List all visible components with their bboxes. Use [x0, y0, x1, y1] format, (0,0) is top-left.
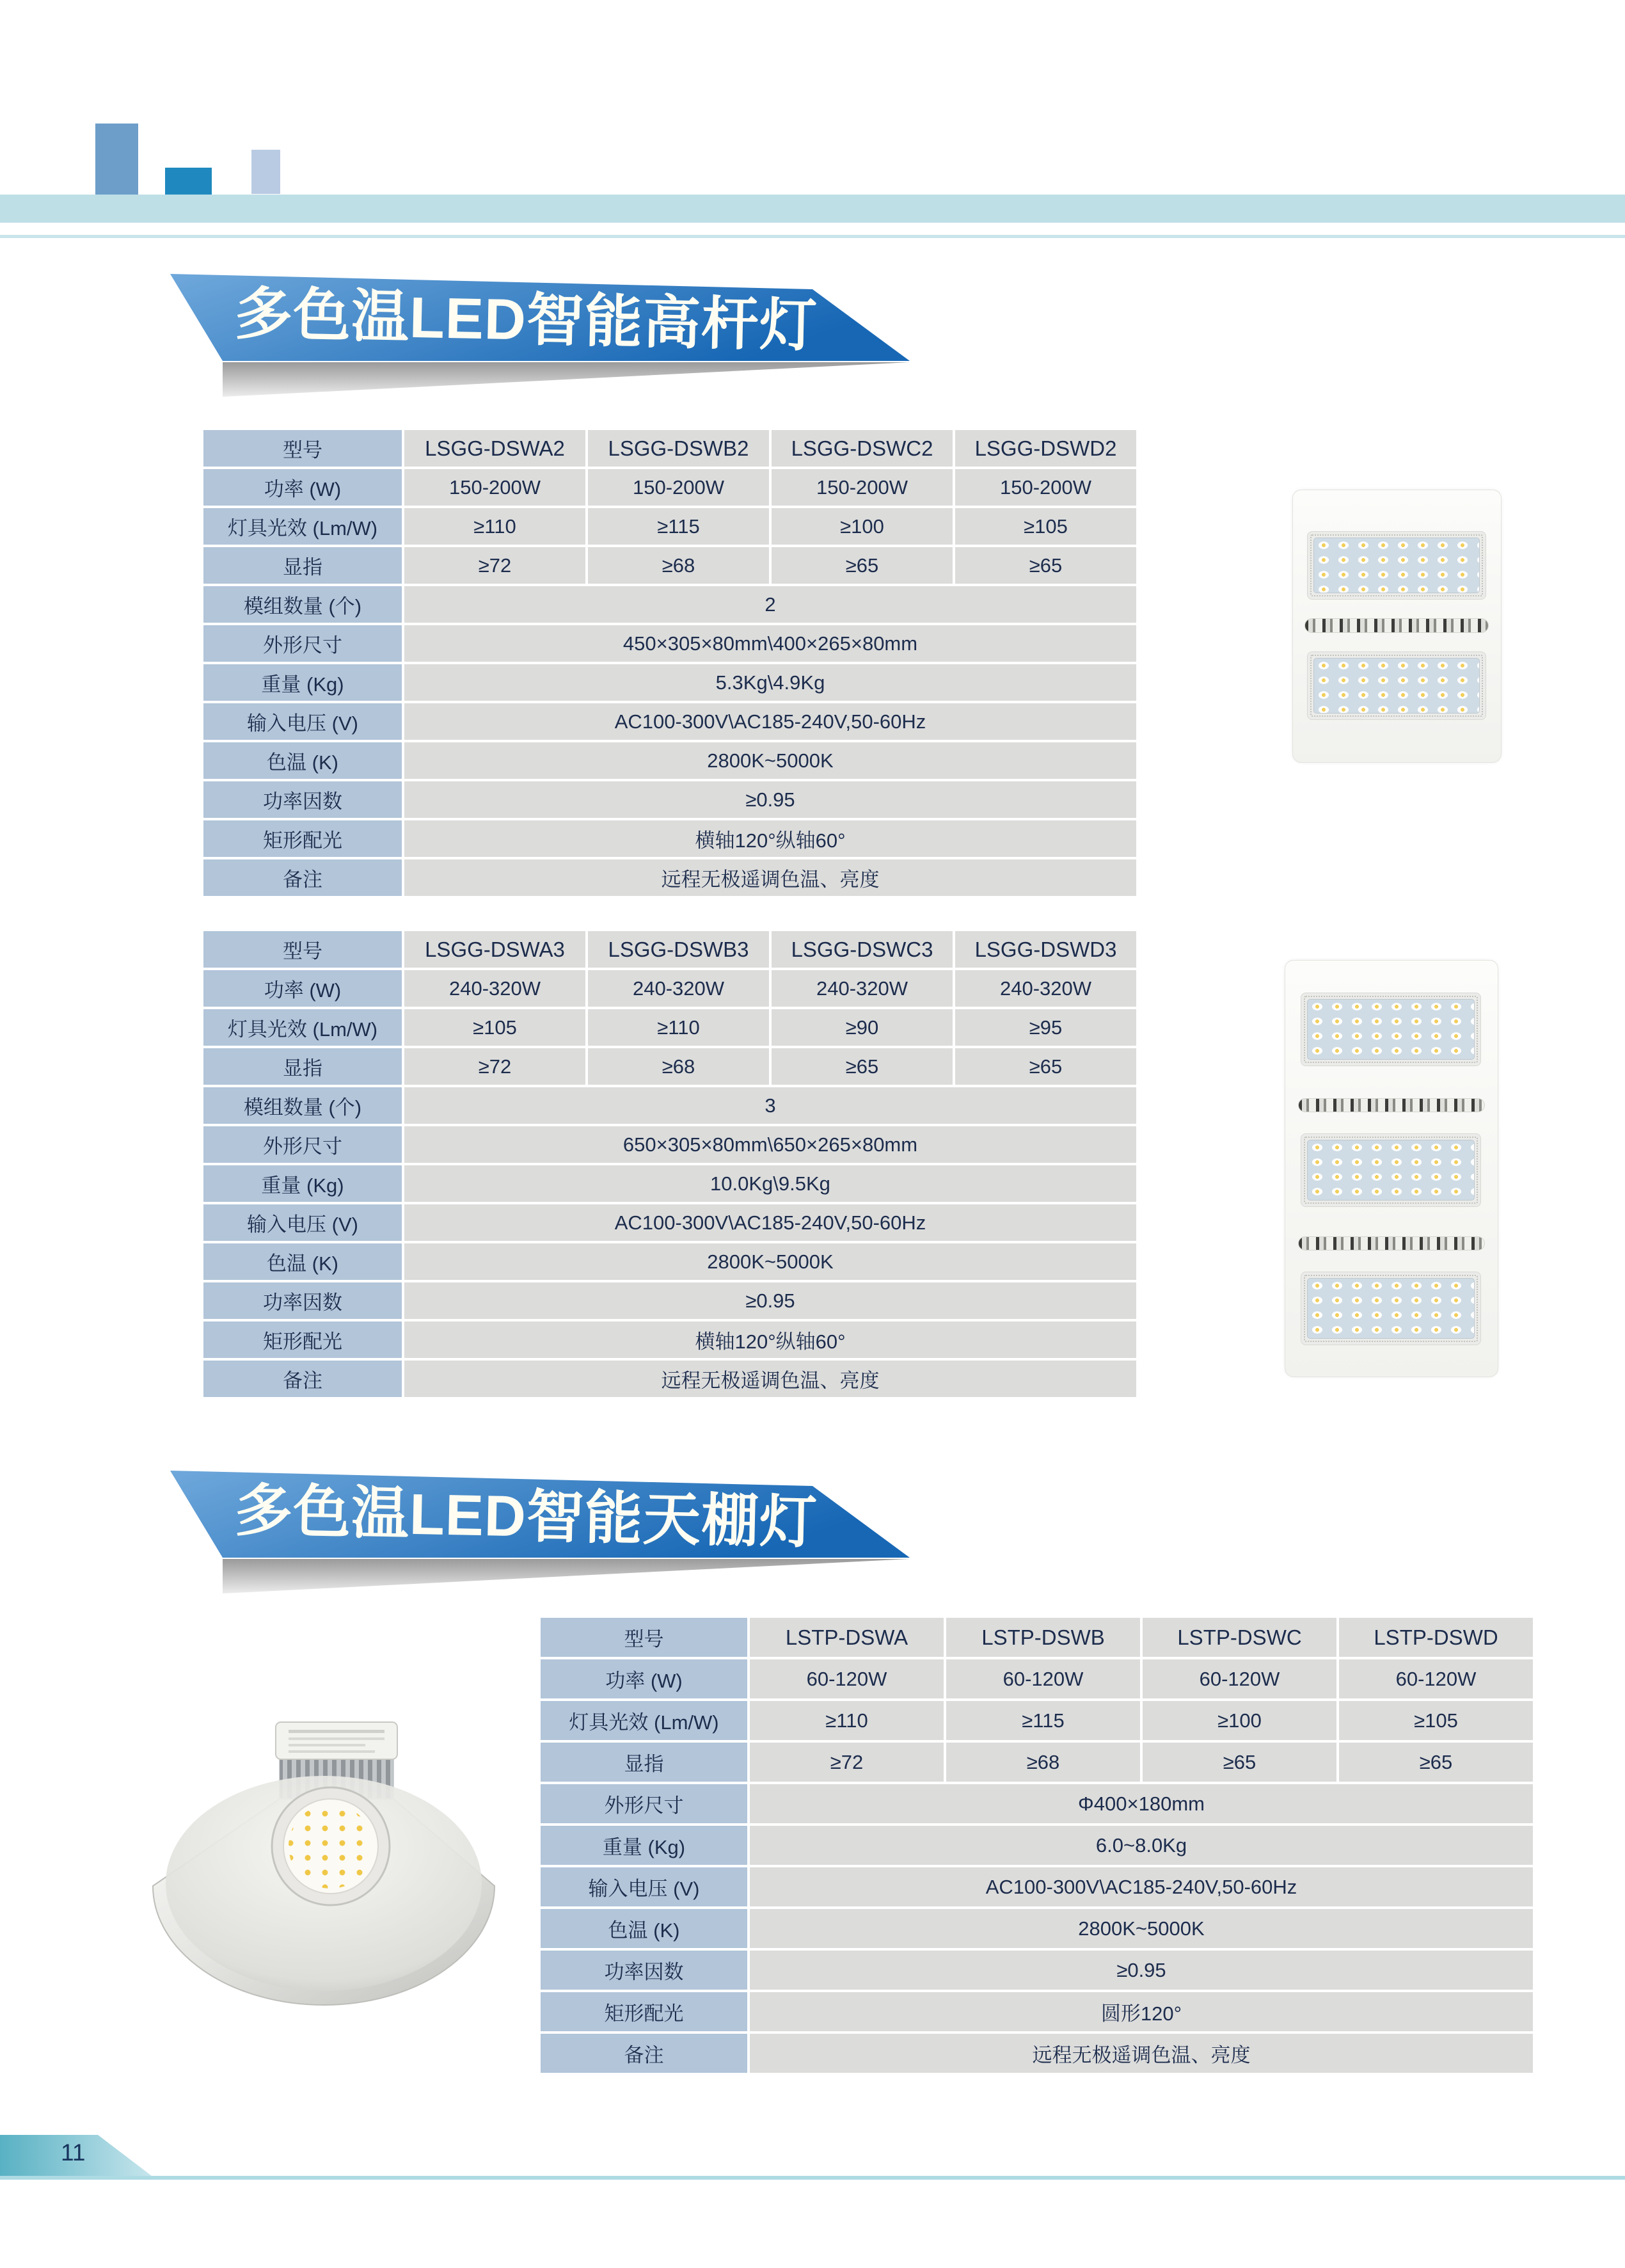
- row-label-cell: 备注: [541, 2034, 747, 2073]
- span-value-cell: AC100-300V\AC185-240V,50-60Hz: [404, 703, 1136, 740]
- value-cell: 240-320W: [404, 970, 585, 1007]
- model-cell: LSGG-DSWB3: [588, 931, 769, 968]
- row-label-cell: 重量 (Kg): [203, 664, 402, 701]
- decor-bar-3: [251, 150, 280, 194]
- row-label-cell: 重量 (Kg): [541, 1826, 747, 1865]
- value-cell: 240-320W: [772, 970, 953, 1007]
- led-array: [1307, 999, 1475, 1060]
- value-cell: ≥72: [404, 547, 585, 584]
- value-cell: ≥68: [588, 1048, 769, 1085]
- heatsink-vent: [1298, 1098, 1485, 1112]
- led-module: [1307, 651, 1486, 720]
- row-label-cell: 外形尺寸: [541, 1784, 747, 1823]
- row-label-cell: 显指: [541, 1743, 747, 1782]
- model-cell: LSGG-DSWB2: [588, 430, 769, 467]
- value-cell: 150-200W: [404, 469, 585, 506]
- model-cell: LSTP-DSWD: [1339, 1618, 1533, 1657]
- value-cell: ≥105: [1339, 1701, 1533, 1740]
- span-value-cell: 450×305×80mm\400×265×80mm: [404, 625, 1136, 662]
- span-value-cell: Φ400×180mm: [750, 1784, 1533, 1823]
- value-cell: ≥115: [946, 1701, 1140, 1740]
- span-value-cell: ≥0.95: [404, 1282, 1136, 1319]
- lamp-label: [276, 1722, 397, 1759]
- row-label-cell: 矩形配光: [203, 1322, 402, 1358]
- model-cell: LSGG-DSWA2: [404, 430, 585, 467]
- value-cell: ≥100: [772, 508, 953, 545]
- value-cell: ≥72: [404, 1048, 585, 1085]
- spec-table-highpole-2module: [203, 430, 1136, 896]
- span-value-cell: 10.0Kg\9.5Kg: [404, 1165, 1136, 1202]
- row-label-cell: 灯具光效 (Lm/W): [203, 1009, 402, 1046]
- span-value-cell: ≥0.95: [750, 1951, 1533, 1990]
- decor-bar-1: [95, 124, 138, 195]
- row-label-cell: 备注: [203, 859, 402, 896]
- value-cell: ≥68: [588, 547, 769, 584]
- span-value-cell: 远程无极遥调色温、亮度: [404, 1361, 1136, 1397]
- model-cell: LSGG-DSWD3: [955, 931, 1136, 968]
- span-value-cell: 2800K~5000K: [750, 1909, 1533, 1948]
- span-value-cell: 2800K~5000K: [404, 1243, 1136, 1280]
- value-cell: ≥95: [955, 1009, 1136, 1046]
- led-module: [1301, 1133, 1481, 1207]
- footer-line: [0, 2176, 1625, 2180]
- value-cell: 240-320W: [588, 970, 769, 1007]
- spec-table-highpole-3module: [203, 931, 1136, 1397]
- row-label-cell: 显指: [203, 547, 402, 584]
- section-title-highpole: 多色温LED智能高杆灯: [234, 282, 818, 359]
- row-label-cell: 显指: [203, 1048, 402, 1085]
- row-label-cell: 灯具光效 (Lm/W): [541, 1701, 747, 1740]
- value-cell: ≥105: [955, 508, 1136, 545]
- section-title-highbay: 多色温LED智能天棚灯: [234, 1479, 818, 1556]
- model-cell: LSTP-DSWC: [1143, 1618, 1336, 1657]
- row-label-cell: 外形尺寸: [203, 1126, 402, 1163]
- value-cell: ≥65: [772, 1048, 953, 1085]
- span-value-cell: 远程无极遥调色温、亮度: [404, 859, 1136, 896]
- value-cell: ≥68: [946, 1743, 1140, 1782]
- row-label-cell: 输入电压 (V): [541, 1867, 747, 1906]
- row-label-cell: 模组数量 (个): [203, 586, 402, 623]
- row-label-cell: 输入电压 (V): [203, 703, 402, 740]
- led-module: [1301, 1272, 1481, 1345]
- model-row-label-cell: 型号: [203, 931, 402, 968]
- value-cell: ≥115: [588, 508, 769, 545]
- model-cell: LSGG-DSWA3: [404, 931, 585, 968]
- model-cell: LSTP-DSWB: [946, 1618, 1140, 1657]
- span-value-cell: AC100-300V\AC185-240V,50-60Hz: [750, 1867, 1533, 1906]
- model-cell: LSGG-DSWD2: [955, 430, 1136, 467]
- row-label-cell: 功率因数: [203, 1282, 402, 1319]
- value-cell: 150-200W: [588, 469, 769, 506]
- value-cell: ≥110: [750, 1701, 944, 1740]
- span-value-cell: AC100-300V\AC185-240V,50-60Hz: [404, 1204, 1136, 1241]
- led-array: [1307, 1278, 1475, 1339]
- value-cell: ≥72: [750, 1743, 944, 1782]
- row-label-cell: 功率 (W): [203, 469, 402, 506]
- span-value-cell: 650×305×80mm\650×265×80mm: [404, 1126, 1136, 1163]
- banner-shadow: [223, 1559, 910, 1593]
- value-cell: ≥65: [772, 547, 953, 584]
- banner-shadow: [223, 362, 910, 397]
- heatsink-vent: [1304, 618, 1489, 633]
- row-label-cell: 模组数量 (个): [203, 1087, 402, 1124]
- product-photo-highpole-2module: [1292, 490, 1502, 763]
- value-cell: ≥65: [955, 547, 1136, 584]
- value-cell: ≥110: [588, 1009, 769, 1046]
- span-value-cell: 6.0~8.0Kg: [750, 1826, 1533, 1865]
- span-value-cell: 5.3Kg\4.9Kg: [404, 664, 1136, 701]
- value-cell: ≥105: [404, 1009, 585, 1046]
- row-label-cell: 功率因数: [203, 781, 402, 818]
- header-teal-band: [0, 195, 1625, 223]
- value-cell: 150-200W: [772, 469, 953, 506]
- value-cell: 60-120W: [1143, 1659, 1336, 1698]
- led-dots: [289, 1804, 373, 1889]
- led-array: [1313, 538, 1480, 593]
- value-cell: 150-200W: [955, 469, 1136, 506]
- span-value-cell: 横轴120°纵轴60°: [404, 820, 1136, 857]
- spec-table-highbay: [541, 1618, 1533, 2073]
- span-value-cell: 2800K~5000K: [404, 742, 1136, 779]
- span-value-cell: 圆形120°: [750, 1992, 1533, 2031]
- value-cell: 60-120W: [1339, 1659, 1533, 1698]
- led-array: [1313, 658, 1480, 714]
- value-cell: ≥65: [1339, 1743, 1533, 1782]
- row-label-cell: 色温 (K): [541, 1909, 747, 1948]
- span-value-cell: 2: [404, 586, 1136, 623]
- value-cell: ≥65: [1143, 1743, 1336, 1782]
- heatsink-vent: [1298, 1236, 1485, 1250]
- span-value-cell: 3: [404, 1087, 1136, 1124]
- row-label-cell: 色温 (K): [203, 1243, 402, 1280]
- row-label-cell: 功率 (W): [203, 970, 402, 1007]
- span-value-cell: 远程无极遥调色温、亮度: [750, 2034, 1533, 2073]
- section-banner-highpole: [163, 269, 918, 403]
- row-label-cell: 色温 (K): [203, 742, 402, 779]
- value-cell: 60-120W: [946, 1659, 1140, 1698]
- value-cell: ≥65: [955, 1048, 1136, 1085]
- model-row-label-cell: 型号: [541, 1618, 747, 1657]
- model-cell: LSTP-DSWA: [750, 1618, 944, 1657]
- value-cell: 240-320W: [955, 970, 1136, 1007]
- section-banner-highbay: [163, 1465, 918, 1600]
- led-module: [1307, 531, 1486, 600]
- product-photo-highbay: [144, 1718, 502, 2019]
- header-thin-line: [0, 235, 1625, 238]
- row-label-cell: 矩形配光: [541, 1992, 747, 2031]
- row-label-cell: 重量 (Kg): [203, 1165, 402, 1202]
- product-photo-highpole-3module: [1285, 960, 1498, 1377]
- value-cell: 60-120W: [750, 1659, 944, 1698]
- row-label-cell: 矩形配光: [203, 820, 402, 857]
- page-number: 11: [61, 2139, 86, 2166]
- model-cell: LSGG-DSWC3: [772, 931, 953, 968]
- row-label-cell: 外形尺寸: [203, 625, 402, 662]
- span-value-cell: 横轴120°纵轴60°: [404, 1322, 1136, 1358]
- model-cell: LSGG-DSWC2: [772, 430, 953, 467]
- row-label-cell: 灯具光效 (Lm/W): [203, 508, 402, 545]
- row-label-cell: 输入电压 (V): [203, 1204, 402, 1241]
- led-module: [1301, 993, 1481, 1066]
- span-value-cell: ≥0.95: [404, 781, 1136, 818]
- row-label-cell: 备注: [203, 1361, 402, 1397]
- value-cell: ≥110: [404, 508, 585, 545]
- led-array: [1307, 1140, 1475, 1201]
- model-row-label-cell: 型号: [203, 430, 402, 467]
- value-cell: ≥90: [772, 1009, 953, 1046]
- row-label-cell: 功率 (W): [541, 1659, 747, 1698]
- value-cell: ≥100: [1143, 1701, 1336, 1740]
- row-label-cell: 功率因数: [541, 1951, 747, 1990]
